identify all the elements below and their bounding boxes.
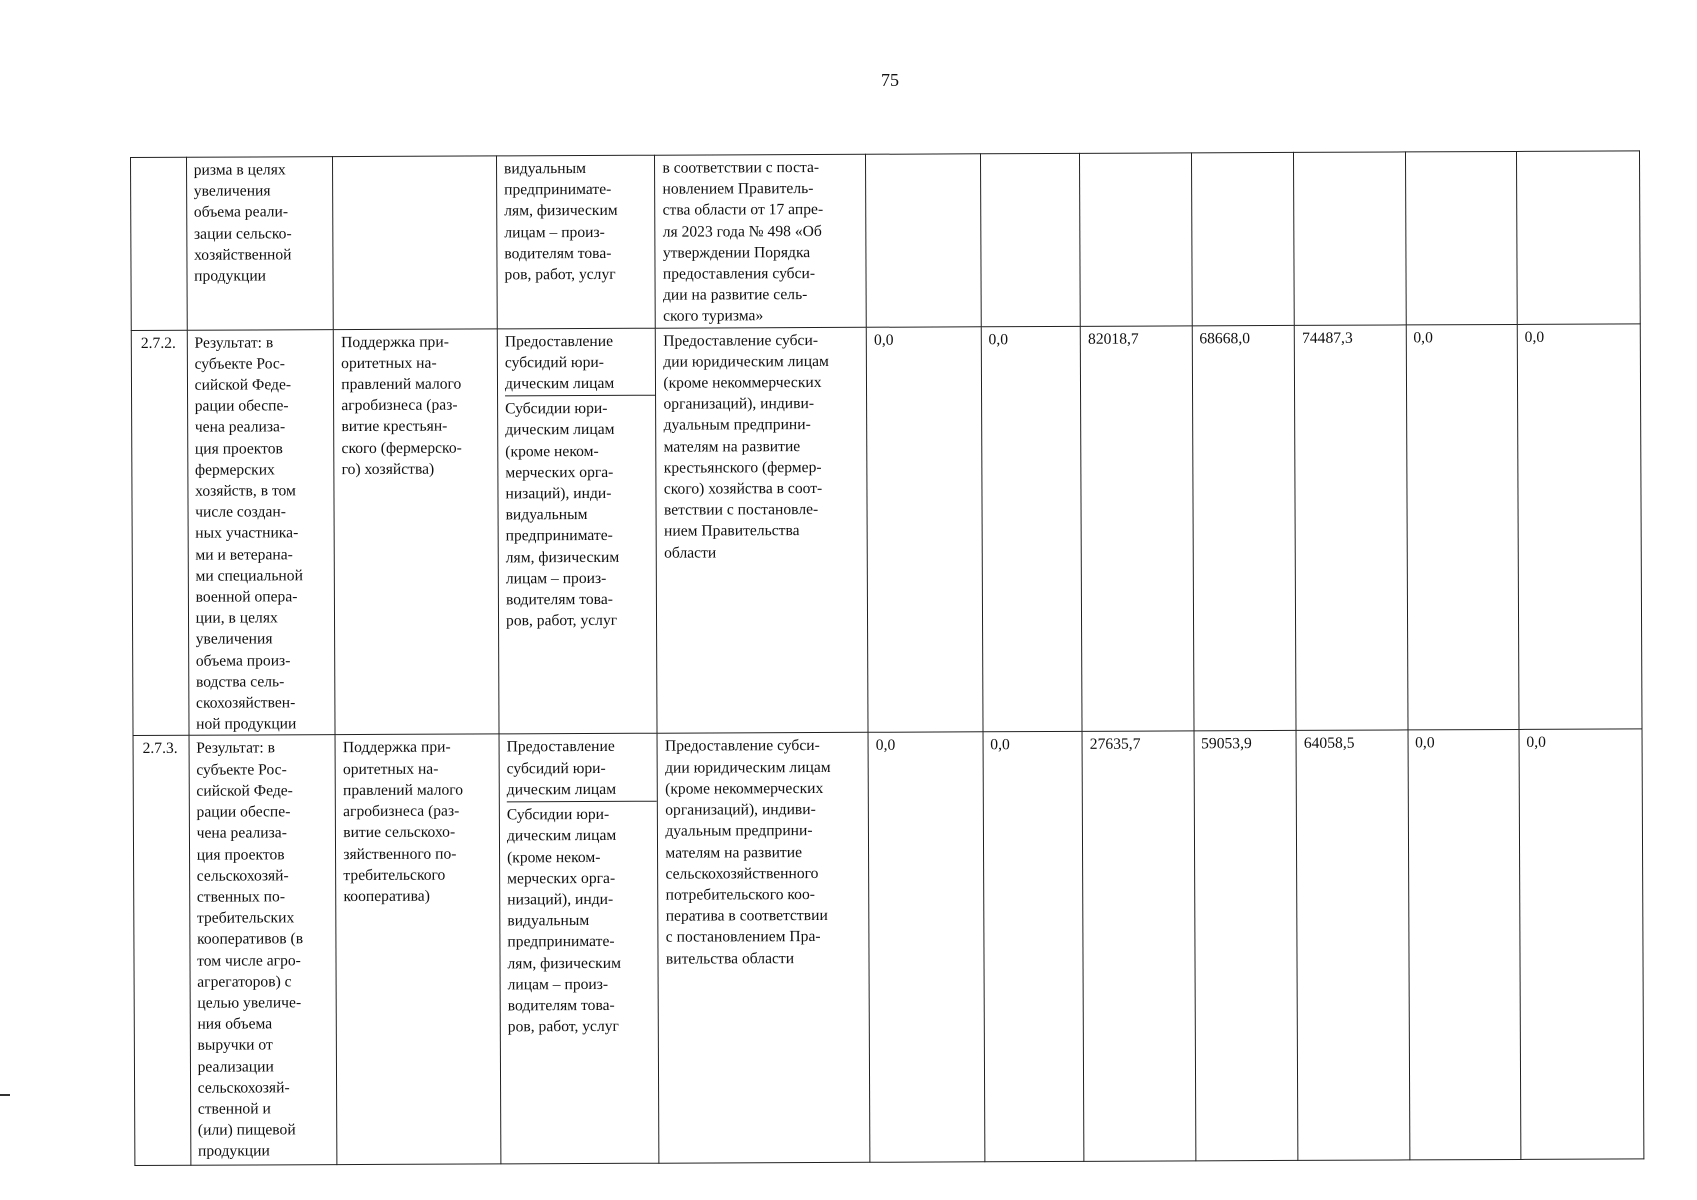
cell-number: 2.7.3.	[133, 736, 191, 1166]
cell-result	[186, 157, 333, 330]
cell-number	[131, 157, 187, 330]
cell-value: 0,0	[1519, 729, 1644, 1160]
scan-mark	[0, 1094, 10, 1096]
direction-text: Поддержка при- оритетных на- правлений малого агробизнеса (раз- витие сельскохо- зяйственного по- требительского кооператива)	[342, 739, 464, 905]
table-row-2-7-2	[131, 324, 1642, 736]
cell-value: 0,0	[866, 326, 982, 732]
table-row-continuation	[131, 151, 1641, 330]
cell-value: 74487,3	[1294, 325, 1407, 731]
cell-value	[866, 154, 981, 327]
cell-value: 0,0	[983, 732, 1084, 1162]
cell-value	[1191, 152, 1294, 325]
measure-type: Предоставление субсидий юри- дическим лицам	[505, 330, 656, 396]
description-text: в соответствии с поста- новлением Правитель- ства области от 17 апре- ля 2023 года № 498 «Об утверждении Порядка предоставления субси- дии на развитие сель- ского туризма»	[662, 158, 824, 326]
cell-measure	[497, 328, 657, 735]
cell-measure	[496, 155, 655, 328]
cell-description	[657, 733, 870, 1164]
cell-direction	[334, 329, 500, 736]
cell-value: 0,0	[981, 326, 1082, 732]
program-table	[130, 150, 1644, 1166]
measure-subtype: Субсидии юри- дическим лицам (кроме неком- мерческих орга- низаций), инди- видуальным предпринимате- лям, физическим лицам – произ- водителям това- ров, работ, услуг	[506, 806, 621, 1036]
cell-value: 0,0	[1406, 324, 1519, 730]
cell-value	[1294, 152, 1406, 325]
measure-text: видуальным предпринимате- лям, физическим лицам – произ- водителям това- ров, работ, услуг	[504, 160, 618, 284]
result-text: Результат: в субъекте Рос- сийской Феде- рации обеспе- чена реализа- ция проектов сельскохозяй- ственных по- требительских кооперативов (в том числе агро- агрегаторов) с целью увеличе- ния объема выручки от реализации сельскохозяй- ственной и (или) пищевой продукции	[196, 739, 304, 1161]
cell-direction	[335, 734, 501, 1165]
cell-value: 0,0	[1408, 730, 1521, 1160]
result-text: ризма в целях увеличения объема реали- зации сельско- хозяйственной продукции	[193, 161, 292, 285]
table-sheet	[130, 150, 1644, 1161]
cell-number: 2.7.2.	[131, 330, 188, 736]
cell-value: 82018,7	[1080, 325, 1193, 731]
direction-text: Поддержка при- оритетных на- правлений малого агробизнеса (раз- витие крестьян- ского (фермерско- го) хозяйства)	[341, 333, 462, 478]
cell-value	[1516, 151, 1640, 324]
page-number: 75	[881, 70, 899, 90]
cell-value: 68668,0	[1192, 325, 1297, 731]
description-text: Предоставление субси- дии юридическим лицам (кроме некоммерческих организаций), индиви- дуальным предприни- мателям на развитие крестьянского (фермер- ского) хозяйства в соот- ветствии с постановле- нием Правительства области	[663, 331, 829, 562]
result-text: Результат: в субъекте Рос- сийской Феде- рации обеспе- чена реализа- ция проектов фермерских хозяйств, в том числе создан- ных участника- ми и ветерана- ми специальной военной опера- ции, в целях увеличения объема произ- водства сель- скохозяйствен- ной продукции	[194, 334, 303, 733]
cell-value	[1080, 153, 1192, 326]
cell-value	[980, 153, 1080, 326]
cell-value: 59053,9	[1194, 731, 1299, 1161]
cell-value: 0,0	[868, 732, 984, 1162]
cell-value	[1405, 151, 1517, 324]
cell-value: 27635,7	[1082, 731, 1195, 1161]
cell-result	[187, 329, 335, 735]
cell-value: 0,0	[1517, 324, 1642, 730]
cell-value: 64058,5	[1296, 730, 1409, 1160]
description-text: Предоставление субси- дии юридическим лицам (кроме некоммерческих организаций), индиви- дуальным предприни- мателям на развитие сельскохозяйственного потребительского коо- ператива в соответствии с постановлением Пра- вительства области	[664, 737, 831, 968]
cell-result	[189, 735, 337, 1166]
cell-description	[655, 154, 867, 328]
cell-direction	[333, 156, 497, 329]
table-row-2-7-3	[133, 729, 1644, 1166]
measure-subtype: Субсидии юри- дическим лицам (кроме неком- мерческих орга- низаций), инди- видуальным предпринимате- лям, физическим лицам – произ- водителям това- ров, работ, услуг	[505, 400, 620, 630]
cell-description	[656, 327, 869, 734]
measure-type: Предоставление субсидий юри- дическим лицам	[507, 736, 658, 802]
cell-measure	[499, 734, 659, 1165]
